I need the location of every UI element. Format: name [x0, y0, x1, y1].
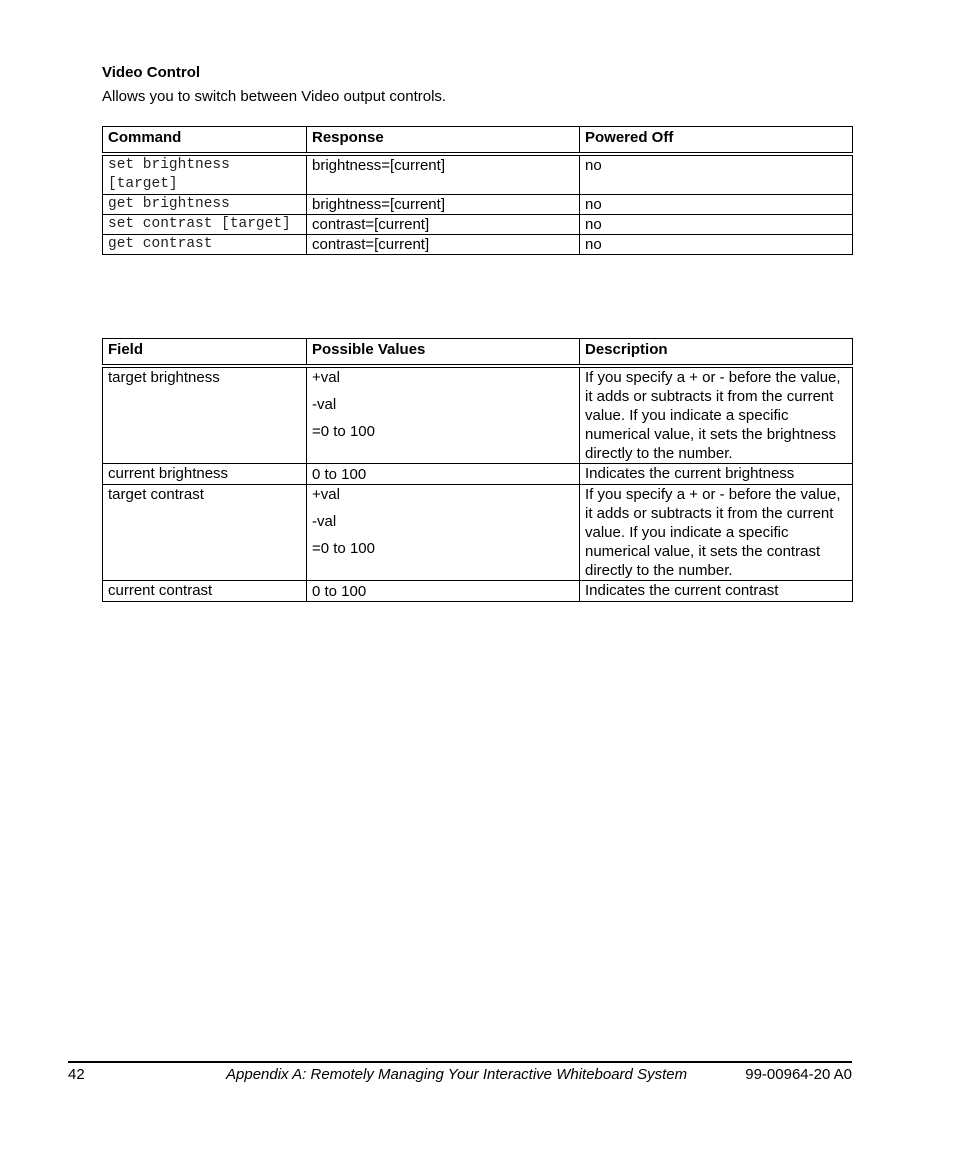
footer-divider [68, 1061, 852, 1063]
column-header-command: Command [103, 127, 307, 155]
description-cell: If you specify a + or - before the value, it adds or subtracts it from the current value. If you indicate a specific numerical value, it sets the brightness directly to the number. [580, 366, 853, 464]
table-row [103, 464, 853, 485]
powered-off-cell: no [580, 235, 853, 255]
command-cell: set brightness [target] [103, 154, 307, 195]
page-number: 42 [68, 1066, 85, 1083]
powered-off-cell: no [580, 154, 853, 195]
column-header-field: Field [103, 339, 307, 367]
table-row [103, 154, 853, 195]
column-header-description: Description [580, 339, 853, 367]
fields-table [102, 338, 853, 602]
column-header-possible-values: Possible Values [307, 339, 580, 367]
column-header-powered-off: Powered Off [580, 127, 853, 155]
response-cell: contrast=[current] [307, 235, 580, 255]
table-row [103, 215, 853, 235]
value-item: =0 to 100 [312, 540, 375, 557]
values-cell: 0 to 100 [307, 464, 580, 485]
table-header-row [103, 127, 853, 155]
value-item: +val [312, 369, 340, 386]
column-header-response: Response [307, 127, 580, 155]
description-cell: Indicates the current contrast [580, 581, 853, 602]
field-cell: current brightness [103, 464, 307, 485]
command-cell: get contrast [103, 235, 307, 255]
description-cell: Indicates the current brightness [580, 464, 853, 485]
value-item: +val [312, 486, 340, 503]
description-cell: If you specify a + or - before the value, it adds or subtracts it from the current value. If you indicate a specific numerical value, it sets the contrast directly to the number. [580, 485, 853, 581]
values-cell: 0 to 100 [307, 581, 580, 602]
table-row [103, 485, 853, 581]
powered-off-cell: no [580, 195, 853, 215]
value-item: -val [312, 513, 337, 530]
table-row [103, 581, 853, 602]
document-id: 99-00964-20 A0 [745, 1066, 852, 1083]
section-title: Video Control [102, 64, 201, 81]
table-row [103, 195, 853, 215]
values-cell [307, 485, 580, 581]
value-item: -val [312, 396, 337, 413]
command-cell: set contrast [target] [103, 215, 307, 235]
table-header-row [103, 339, 853, 367]
response-cell: brightness=[current] [307, 195, 580, 215]
table-row [103, 235, 853, 255]
value-item: =0 to 100 [312, 423, 375, 440]
commands-table [102, 126, 853, 255]
field-cell: current contrast [103, 581, 307, 602]
values-cell [307, 366, 580, 464]
field-cell: target brightness [103, 366, 307, 464]
section-description: Allows you to switch between Video output controls. [102, 88, 447, 105]
powered-off-cell: no [580, 215, 853, 235]
table-row [103, 366, 853, 464]
response-cell: brightness=[current] [307, 154, 580, 195]
response-cell: contrast=[current] [307, 215, 580, 235]
command-cell: get brightness [103, 195, 307, 215]
footer-title: Appendix A: Remotely Managing Your Interactive Whiteboard System [226, 1066, 688, 1083]
field-cell: target contrast [103, 485, 307, 581]
